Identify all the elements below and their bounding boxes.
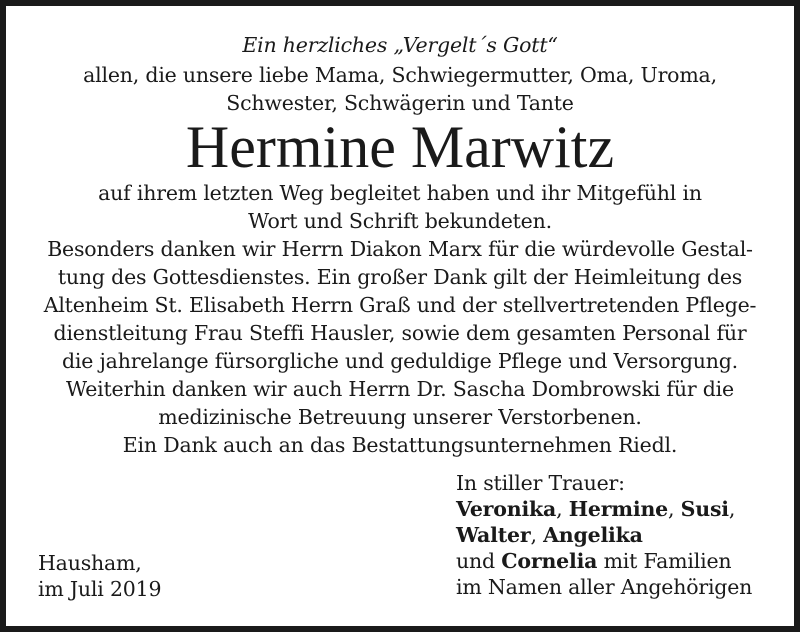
closing-line: im Namen aller Angehörigen bbox=[456, 575, 753, 599]
mourner-name: Cornelia bbox=[501, 549, 598, 573]
body-line-3: Besonders danken wir Herrn Diakon Marx für die würdevolle Gestal- bbox=[47, 237, 753, 261]
separator: , bbox=[728, 497, 736, 521]
body-line-8: Weiterhin danken wir auch Herrn Dr. Sascha Dombrowski für die bbox=[66, 377, 734, 401]
mourner-name: Veronika bbox=[456, 497, 557, 521]
place-date-block bbox=[38, 550, 161, 602]
mourning-label: In stiller Trauer: bbox=[456, 471, 625, 495]
with-families: mit Familien bbox=[597, 549, 732, 573]
signature-block bbox=[456, 470, 752, 600]
intro-line-1: allen, die unsere liebe Mama, Schwiegermutter, Oma, Uroma, bbox=[83, 63, 717, 87]
mourner-name: Hermine bbox=[568, 497, 669, 521]
body-line-7: die jahrelange fürsorgliche und geduldige Pflege und Versorgung. bbox=[61, 349, 738, 373]
body-line-2: Wort und Schrift bekundeten. bbox=[248, 209, 552, 233]
mourners-line-3 bbox=[456, 548, 752, 574]
separator: , bbox=[530, 523, 544, 547]
deceased-name: Hermine Marwitz bbox=[185, 114, 615, 180]
body-line-1: auf ihrem letzten Weg begleitet haben und ihr Mitgefühl in bbox=[98, 181, 702, 205]
separator: , bbox=[668, 497, 681, 521]
mourners-line-2 bbox=[456, 522, 752, 548]
body-line-9: medizinische Betreuung unserer Verstorbenen. bbox=[158, 405, 642, 429]
body-line-4: tung des Gottesdienstes. Ein großer Dank gilt der Heimleitung des bbox=[57, 265, 743, 289]
separator: , bbox=[556, 497, 569, 521]
mourner-name: Susi bbox=[680, 497, 729, 521]
mourners-line-1 bbox=[456, 496, 752, 522]
body-line-10: Ein Dank auch an das Bestattungsunternehmen Riedl. bbox=[122, 433, 678, 457]
body-line-6: dienstleitung Frau Steffi Hausler, sowie dem gesamten Personal für bbox=[53, 321, 747, 345]
body-line-5: Altenheim St. Elisabeth Herrn Graß und der stellvertretenden Pflege- bbox=[43, 293, 757, 317]
date: im Juli 2019 bbox=[38, 577, 162, 601]
and-word: und bbox=[456, 549, 502, 573]
thanks-heading: Ein herzliches „Vergelt´s Gott“ bbox=[242, 33, 558, 57]
intro-line-2: Schwester, Schwägerin und Tante bbox=[226, 91, 574, 115]
place: Hausham, bbox=[38, 551, 142, 575]
mourner-name: Angelika bbox=[543, 523, 643, 547]
mourner-name: Walter bbox=[456, 523, 531, 547]
